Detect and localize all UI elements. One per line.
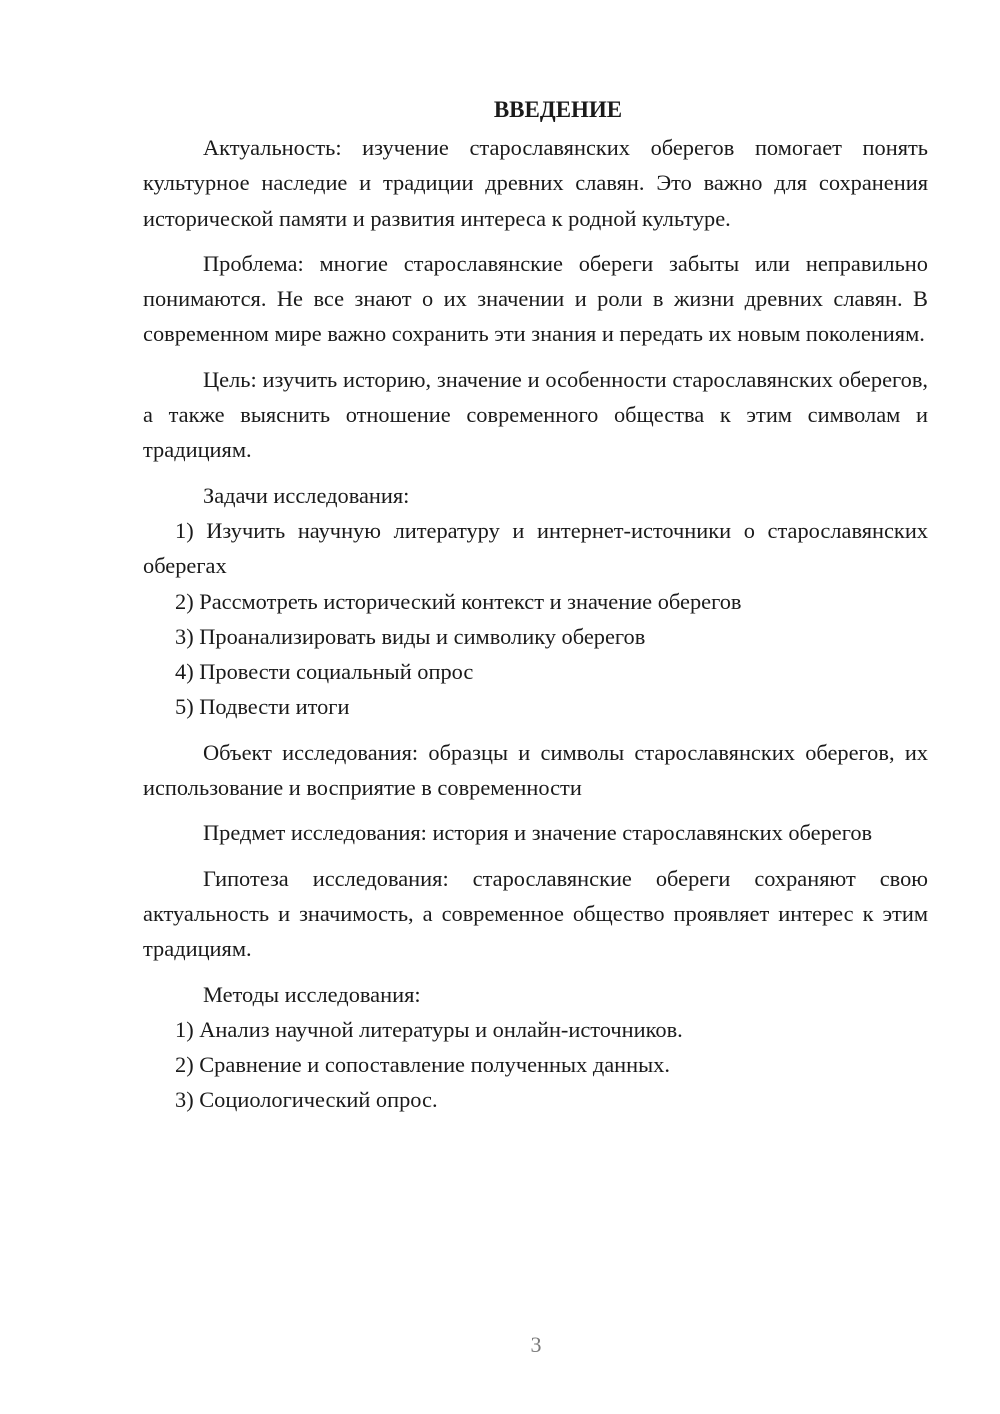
hypothesis-paragraph: Гипотеза исследования: старославянские обереги сохраняют свою актуальность и значимость, а современное общество проявляет интерес к этим традициям. <box>143 865 928 962</box>
goal-paragraph: Цель: изучить историю, значение и особенности старославянских оберегов, а также выяснить отношение современного общества к этим символам и традициям. <box>143 366 928 463</box>
document-body <box>143 92 928 1118</box>
methods-list <box>143 1012 928 1118</box>
page-title: ВВЕДЕНИЕ <box>493 97 623 122</box>
problem-paragraph: Проблема: многие старославянские обереги забыты или неправильно понимаются. Не все знают о их значении и роли в жизни древних славян. В современном мире важно сохранить эти знания и передать их новым поколениям. <box>143 250 928 347</box>
tasks-heading: Задачи исследования: <box>203 482 410 508</box>
page-number: 3 <box>530 1332 542 1357</box>
list-item: 1) Анализ научной литературы и онлайн-источников. <box>175 1016 683 1042</box>
list-item: 3) Проанализировать виды и символику оберегов <box>175 623 646 649</box>
object-paragraph: Объект исследования: образцы и символы старославянских оберегов, их использование и восприятие в современности <box>143 739 928 801</box>
methods-heading: Методы исследования: <box>203 981 421 1007</box>
list-item: 2) Рассмотреть исторический контекст и значение оберегов <box>175 588 742 614</box>
list-item: 5) Подвести итоги <box>175 694 350 720</box>
subject-paragraph: Предмет исследования: история и значение старославянских оберегов <box>203 820 873 846</box>
list-item: 3) Социологический опрос. <box>175 1087 438 1113</box>
relevance-paragraph: Актуальность: изучение старославянских оберегов помогает понять культурное наследие и традиции древних славян. Это важно для сохранения исторической памяти и развития интереса к родной культуре. <box>143 135 928 231</box>
list-item: 1) Изучить научную литературу и интернет-источники о старославянских оберегах <box>143 517 928 579</box>
list-item: 4) Провести социальный опрос <box>175 659 474 685</box>
tasks-list <box>143 513 928 725</box>
list-item: 2) Сравнение и сопоставление полученных данных. <box>175 1052 670 1078</box>
